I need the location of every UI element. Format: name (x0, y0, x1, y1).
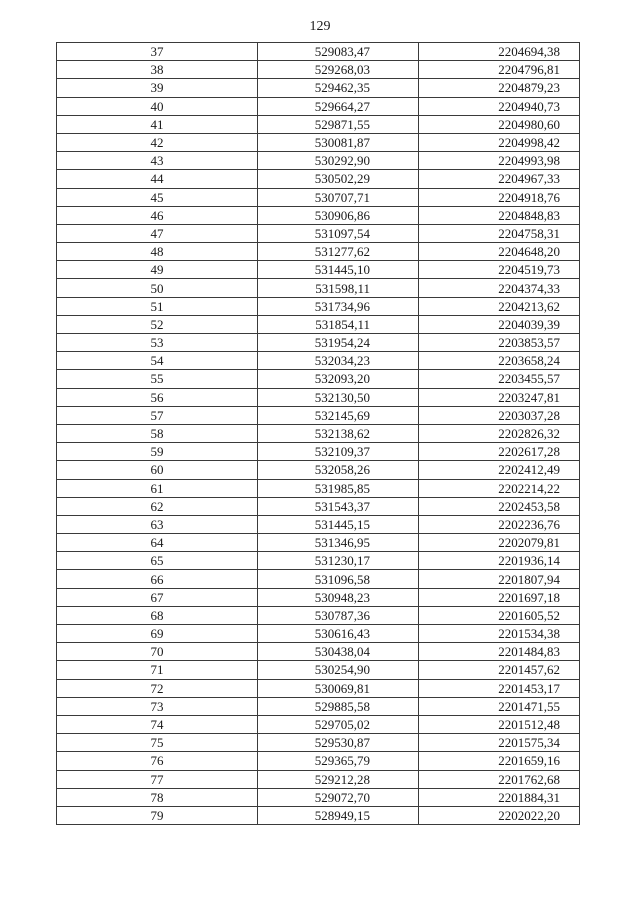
point-number-cell: 49 (57, 261, 258, 279)
point-number-cell: 39 (57, 79, 258, 97)
x-coordinate-cell: 531985,85 (258, 479, 419, 497)
x-coordinate-cell: 531445,15 (258, 515, 419, 533)
point-number-cell: 77 (57, 770, 258, 788)
table-row (57, 224, 580, 242)
x-coordinate-cell: 532058,26 (258, 461, 419, 479)
table-row (57, 115, 580, 133)
x-coordinate-cell: 531346,95 (258, 534, 419, 552)
x-coordinate-cell: 529871,55 (258, 115, 419, 133)
x-coordinate-cell: 532130,50 (258, 388, 419, 406)
table-row (57, 461, 580, 479)
point-number-cell: 58 (57, 424, 258, 442)
table-row (57, 497, 580, 515)
point-number-cell: 69 (57, 625, 258, 643)
table-row (57, 97, 580, 115)
point-number-cell: 70 (57, 643, 258, 661)
point-number-cell: 60 (57, 461, 258, 479)
point-number-cell: 59 (57, 443, 258, 461)
x-coordinate-cell: 530438,04 (258, 643, 419, 661)
x-coordinate-cell: 530948,23 (258, 588, 419, 606)
y-coordinate-cell: 2202079,81 (419, 534, 580, 552)
table-row (57, 661, 580, 679)
table-row (57, 334, 580, 352)
point-number-cell: 44 (57, 170, 258, 188)
x-coordinate-cell: 532034,23 (258, 352, 419, 370)
x-coordinate-cell: 532093,20 (258, 370, 419, 388)
point-number-cell: 75 (57, 734, 258, 752)
x-coordinate-cell: 530906,86 (258, 206, 419, 224)
y-coordinate-cell: 2202453,58 (419, 497, 580, 515)
x-coordinate-cell: 531096,58 (258, 570, 419, 588)
y-coordinate-cell: 2204918,76 (419, 188, 580, 206)
x-coordinate-cell: 529083,47 (258, 43, 419, 61)
point-number-cell: 53 (57, 334, 258, 352)
point-number-cell: 52 (57, 315, 258, 333)
x-coordinate-cell: 530254,90 (258, 661, 419, 679)
point-number-cell: 46 (57, 206, 258, 224)
y-coordinate-cell: 2204039,39 (419, 315, 580, 333)
table-row (57, 679, 580, 697)
x-coordinate-cell: 530787,36 (258, 606, 419, 624)
point-number-cell: 67 (57, 588, 258, 606)
y-coordinate-cell: 2204213,62 (419, 297, 580, 315)
point-number-cell: 68 (57, 606, 258, 624)
table-row (57, 515, 580, 533)
y-coordinate-cell: 2204648,20 (419, 243, 580, 261)
table-row (57, 370, 580, 388)
y-coordinate-cell: 2202214,22 (419, 479, 580, 497)
point-number-cell: 79 (57, 806, 258, 824)
x-coordinate-cell: 531954,24 (258, 334, 419, 352)
y-coordinate-cell: 2201659,16 (419, 752, 580, 770)
x-coordinate-cell: 529885,58 (258, 697, 419, 715)
y-coordinate-cell: 2203853,57 (419, 334, 580, 352)
x-coordinate-cell: 529072,70 (258, 788, 419, 806)
y-coordinate-cell: 2204879,23 (419, 79, 580, 97)
table-row (57, 752, 580, 770)
table-row (57, 788, 580, 806)
x-coordinate-cell: 530081,87 (258, 133, 419, 151)
x-coordinate-cell: 531230,17 (258, 552, 419, 570)
x-coordinate-cell: 532138,62 (258, 424, 419, 442)
y-coordinate-cell: 2204998,42 (419, 133, 580, 151)
point-number-cell: 40 (57, 97, 258, 115)
point-number-cell: 73 (57, 697, 258, 715)
table-row (57, 588, 580, 606)
x-coordinate-cell: 531277,62 (258, 243, 419, 261)
table-row (57, 79, 580, 97)
x-coordinate-cell: 532145,69 (258, 406, 419, 424)
table-row (57, 315, 580, 333)
point-number-cell: 76 (57, 752, 258, 770)
table-row (57, 697, 580, 715)
table-row (57, 479, 580, 497)
point-number-cell: 54 (57, 352, 258, 370)
y-coordinate-cell: 2202022,20 (419, 806, 580, 824)
table-row (57, 279, 580, 297)
x-coordinate-cell: 530707,71 (258, 188, 419, 206)
y-coordinate-cell: 2204980,60 (419, 115, 580, 133)
table-row (57, 261, 580, 279)
point-number-cell: 71 (57, 661, 258, 679)
point-number-cell: 37 (57, 43, 258, 61)
y-coordinate-cell: 2204796,81 (419, 61, 580, 79)
y-coordinate-cell: 2201453,17 (419, 679, 580, 697)
y-coordinate-cell: 2201471,55 (419, 697, 580, 715)
y-coordinate-cell: 2204967,33 (419, 170, 580, 188)
point-number-cell: 62 (57, 497, 258, 515)
point-number-cell: 38 (57, 61, 258, 79)
y-coordinate-cell: 2204519,73 (419, 261, 580, 279)
x-coordinate-cell: 529530,87 (258, 734, 419, 752)
table-row (57, 534, 580, 552)
table-row (57, 152, 580, 170)
y-coordinate-cell: 2201534,38 (419, 625, 580, 643)
point-number-cell: 50 (57, 279, 258, 297)
table-row (57, 352, 580, 370)
point-number-cell: 57 (57, 406, 258, 424)
y-coordinate-cell: 2201936,14 (419, 552, 580, 570)
y-coordinate-cell: 2201575,34 (419, 734, 580, 752)
y-coordinate-cell: 2204940,73 (419, 97, 580, 115)
table-row (57, 43, 580, 61)
y-coordinate-cell: 2201884,31 (419, 788, 580, 806)
point-number-cell: 61 (57, 479, 258, 497)
point-number-cell: 56 (57, 388, 258, 406)
y-coordinate-cell: 2201457,62 (419, 661, 580, 679)
table-row (57, 806, 580, 824)
x-coordinate-cell: 531543,37 (258, 497, 419, 515)
x-coordinate-cell: 531854,11 (258, 315, 419, 333)
x-coordinate-cell: 528949,15 (258, 806, 419, 824)
x-coordinate-cell: 529365,79 (258, 752, 419, 770)
table-row (57, 715, 580, 733)
y-coordinate-cell: 2202236,76 (419, 515, 580, 533)
y-coordinate-cell: 2204694,38 (419, 43, 580, 61)
table-row (57, 606, 580, 624)
point-number-cell: 48 (57, 243, 258, 261)
point-number-cell: 47 (57, 224, 258, 242)
y-coordinate-cell: 2201512,48 (419, 715, 580, 733)
y-coordinate-cell: 2201484,83 (419, 643, 580, 661)
x-coordinate-cell: 530616,43 (258, 625, 419, 643)
x-coordinate-cell: 529462,35 (258, 79, 419, 97)
y-coordinate-cell: 2203455,57 (419, 370, 580, 388)
x-coordinate-cell: 529664,27 (258, 97, 419, 115)
point-number-cell: 63 (57, 515, 258, 533)
page-number: 129 (309, 19, 331, 34)
table-row (57, 552, 580, 570)
y-coordinate-cell: 2202412,49 (419, 461, 580, 479)
point-number-cell: 41 (57, 115, 258, 133)
y-coordinate-cell: 2203658,24 (419, 352, 580, 370)
y-coordinate-cell: 2201697,18 (419, 588, 580, 606)
x-coordinate-cell: 530069,81 (258, 679, 419, 697)
point-number-cell: 55 (57, 370, 258, 388)
table-row (57, 406, 580, 424)
table-row (57, 770, 580, 788)
table-row (57, 170, 580, 188)
point-number-cell: 64 (57, 534, 258, 552)
coordinates-table-body (57, 43, 580, 825)
table-row (57, 133, 580, 151)
y-coordinate-cell: 2204848,83 (419, 206, 580, 224)
point-number-cell: 65 (57, 552, 258, 570)
y-coordinate-cell: 2201762,68 (419, 770, 580, 788)
table-row (57, 643, 580, 661)
point-number-cell: 66 (57, 570, 258, 588)
table-row (57, 243, 580, 261)
y-coordinate-cell: 2204993,98 (419, 152, 580, 170)
table-row (57, 570, 580, 588)
table-row (57, 625, 580, 643)
table-row (57, 388, 580, 406)
x-coordinate-cell: 531097,54 (258, 224, 419, 242)
point-number-cell: 72 (57, 679, 258, 697)
point-number-cell: 42 (57, 133, 258, 151)
x-coordinate-cell: 530292,90 (258, 152, 419, 170)
y-coordinate-cell: 2204758,31 (419, 224, 580, 242)
x-coordinate-cell: 531445,10 (258, 261, 419, 279)
y-coordinate-cell: 2204374,33 (419, 279, 580, 297)
x-coordinate-cell: 530502,29 (258, 170, 419, 188)
x-coordinate-cell: 529212,28 (258, 770, 419, 788)
x-coordinate-cell: 531734,96 (258, 297, 419, 315)
coordinates-table (56, 42, 580, 825)
table-row (57, 61, 580, 79)
y-coordinate-cell: 2203247,81 (419, 388, 580, 406)
y-coordinate-cell: 2203037,28 (419, 406, 580, 424)
x-coordinate-cell: 532109,37 (258, 443, 419, 461)
table-row (57, 206, 580, 224)
point-number-cell: 78 (57, 788, 258, 806)
x-coordinate-cell: 531598,11 (258, 279, 419, 297)
point-number-cell: 74 (57, 715, 258, 733)
table-row (57, 443, 580, 461)
y-coordinate-cell: 2201807,94 (419, 570, 580, 588)
point-number-cell: 51 (57, 297, 258, 315)
table-row (57, 734, 580, 752)
y-coordinate-cell: 2202617,28 (419, 443, 580, 461)
table-row (57, 188, 580, 206)
x-coordinate-cell: 529268,03 (258, 61, 419, 79)
table-row (57, 424, 580, 442)
y-coordinate-cell: 2202826,32 (419, 424, 580, 442)
x-coordinate-cell: 529705,02 (258, 715, 419, 733)
point-number-cell: 43 (57, 152, 258, 170)
y-coordinate-cell: 2201605,52 (419, 606, 580, 624)
table-row (57, 297, 580, 315)
point-number-cell: 45 (57, 188, 258, 206)
